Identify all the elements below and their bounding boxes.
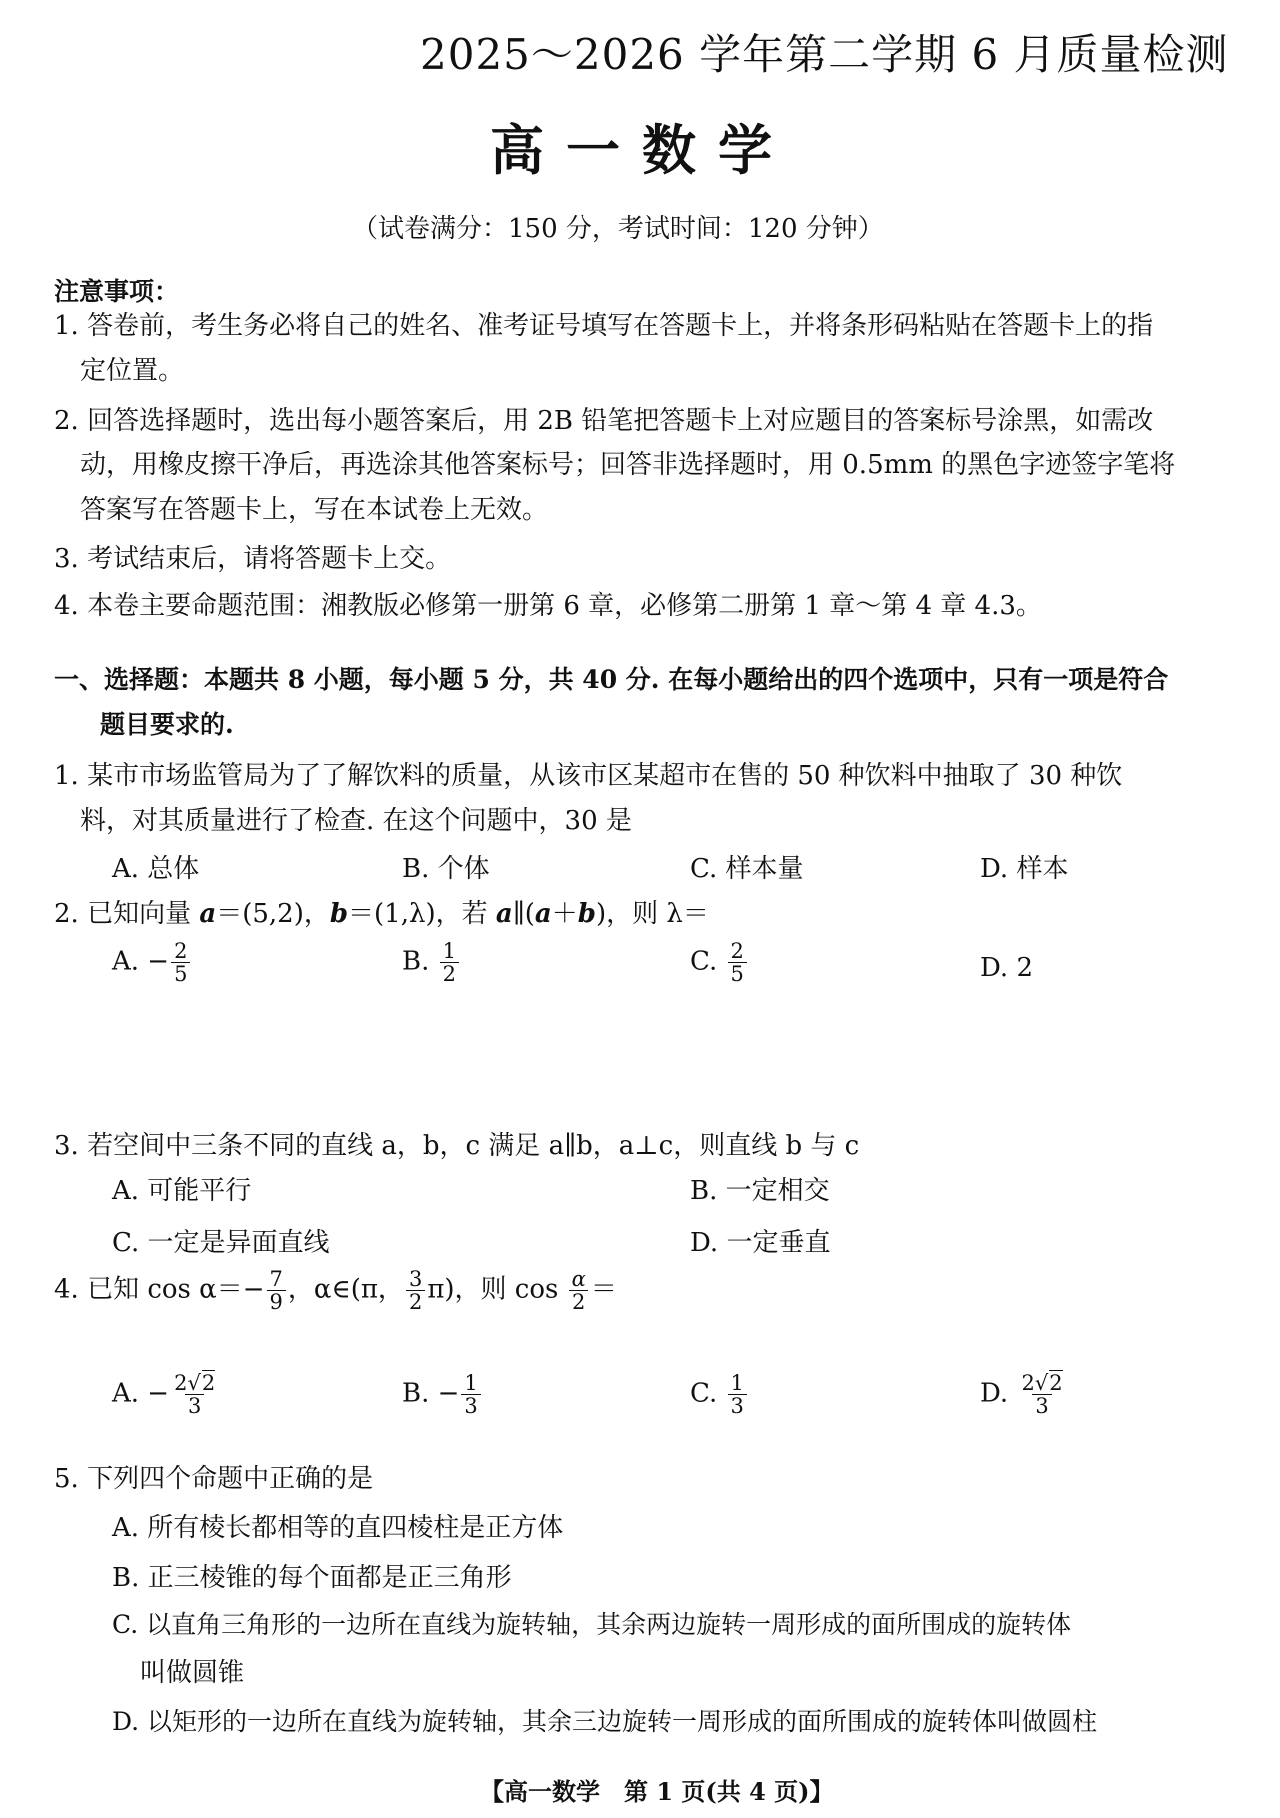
question-5-option-d: D. 以矩形的一边所在直线为旋转轴，其余三边旋转一周形成的面所围成的旋转体叫做圆柱 [112, 1707, 1098, 1736]
section-heading-cont: 题目要求的. [100, 710, 234, 739]
notice-line: 2. 回答选择题时，选出每小题答案后，用 2B 铅笔把答题卡上对应题目的答案标号涂黑，如需改 [54, 406, 1154, 436]
question-3-option-d: D. 一定垂直 [690, 1228, 831, 1258]
question-2-option-b: B. $\frac{1}{2}$ [402, 940, 461, 985]
question-2-option-c: C. $\frac{2}{5}$ [690, 940, 749, 985]
notice-line: 答案写在答题卡上，写在本试卷上无效。 [80, 495, 549, 525]
question-4-option-d: D. $\frac{2√2}{3}$ [980, 1371, 1063, 1419]
subject-title: 高一数学 [490, 118, 794, 182]
question-4-option-b: B. − $\frac{1}{3}$ [402, 1372, 483, 1417]
question-1-stem-cont: 料，对其质量进行了检查. 在这个问题中，30 是 [80, 806, 632, 836]
question-5-option-c: C. 以直角三角形的一边所在直线为旋转轴，其余两边旋转一周形成的面所围成的旋转体 [112, 1610, 1072, 1639]
question-1-option-a: A. 总体 [112, 854, 200, 884]
question-1-stem: 1. 某市市场监管局为了了解饮料的质量，从该市区某超市在售的 50 种饮料中抽取了 30 种饮 [54, 761, 1123, 791]
exam-title: 2025～2026 学年第二学期 6 月质量检测 [420, 30, 1229, 79]
notice-line: 3. 考试结束后，请将答题卡上交。 [54, 544, 452, 574]
question-5-option-a: A. 所有棱长都相等的直四棱柱是正方体 [112, 1513, 564, 1543]
question-4-stem: 4. 已知 cos α＝− $\frac{7}{9}$ ，α∈(π， $\frac{3}{2}$ π)，则 cos $\frac{\alpha}{2}$ ＝ [54, 1267, 617, 1315]
question-2-option-d: D. 2 [980, 953, 1033, 983]
question-2-stem: 2. 已知向量 a＝(5,2)，b＝(1,λ)，若 a∥(a＋b)，则 λ＝ [54, 899, 709, 929]
question-3-option-c: C. 一定是异面直线 [112, 1228, 330, 1258]
section-heading: 一、选择题：本题共 8 小题，每小题 5 分，共 40 分. 在每小题给出的四个选项中，只有一项是符合 [54, 665, 1169, 694]
question-1-option-d: D. 样本 [980, 854, 1069, 884]
question-3-option-a: A. 可能平行 [112, 1176, 252, 1206]
question-3-stem: 3. 若空间中三条不同的直线 a，b，c 满足 a∥b，a⊥c，则直线 b 与 c [54, 1131, 860, 1161]
notice-line: 动，用橡皮擦干净后，再选涂其他答案标号；回答非选择题时，用 0.5mm 的黑色字迹签字笔将 [80, 450, 1176, 480]
question-1-option-b: B. 个体 [402, 854, 490, 884]
page-footer: 【高一数学 第 1 页(共 4 页)】 [480, 1777, 834, 1806]
question-5-stem: 5. 下列四个命题中正确的是 [54, 1464, 374, 1494]
question-3-option-b: B. 一定相交 [690, 1176, 830, 1206]
question-4-option-a: A. − $\frac{2√2}{3}$ [112, 1371, 216, 1419]
notice-line: 1. 答卷前，考生务必将自己的姓名、准考证号填写在答题卡上，并将条形码粘贴在答题卡上的指 [54, 311, 1154, 341]
question-5-option-c-cont: 叫做圆锥 [140, 1658, 245, 1688]
notice-line: 定位置。 [80, 356, 185, 386]
question-4-option-c: C. $\frac{1}{3}$ [690, 1372, 749, 1417]
notice-line: 4. 本卷主要命题范围：湘教版必修第一册第 6 章，必修第二册第 1 章～第 4 章 4.3。 [54, 591, 1042, 621]
question-5-option-b: B. 正三棱锥的每个面都是正三角形 [112, 1563, 512, 1593]
question-1-option-c: C. 样本量 [690, 854, 804, 884]
question-2-option-a: A. − $\frac{2}{5}$ [112, 940, 192, 985]
exam-meta: （试卷满分：150 分，考试时间：120 分钟） [352, 214, 884, 244]
notice-heading: 注意事项： [54, 277, 180, 306]
